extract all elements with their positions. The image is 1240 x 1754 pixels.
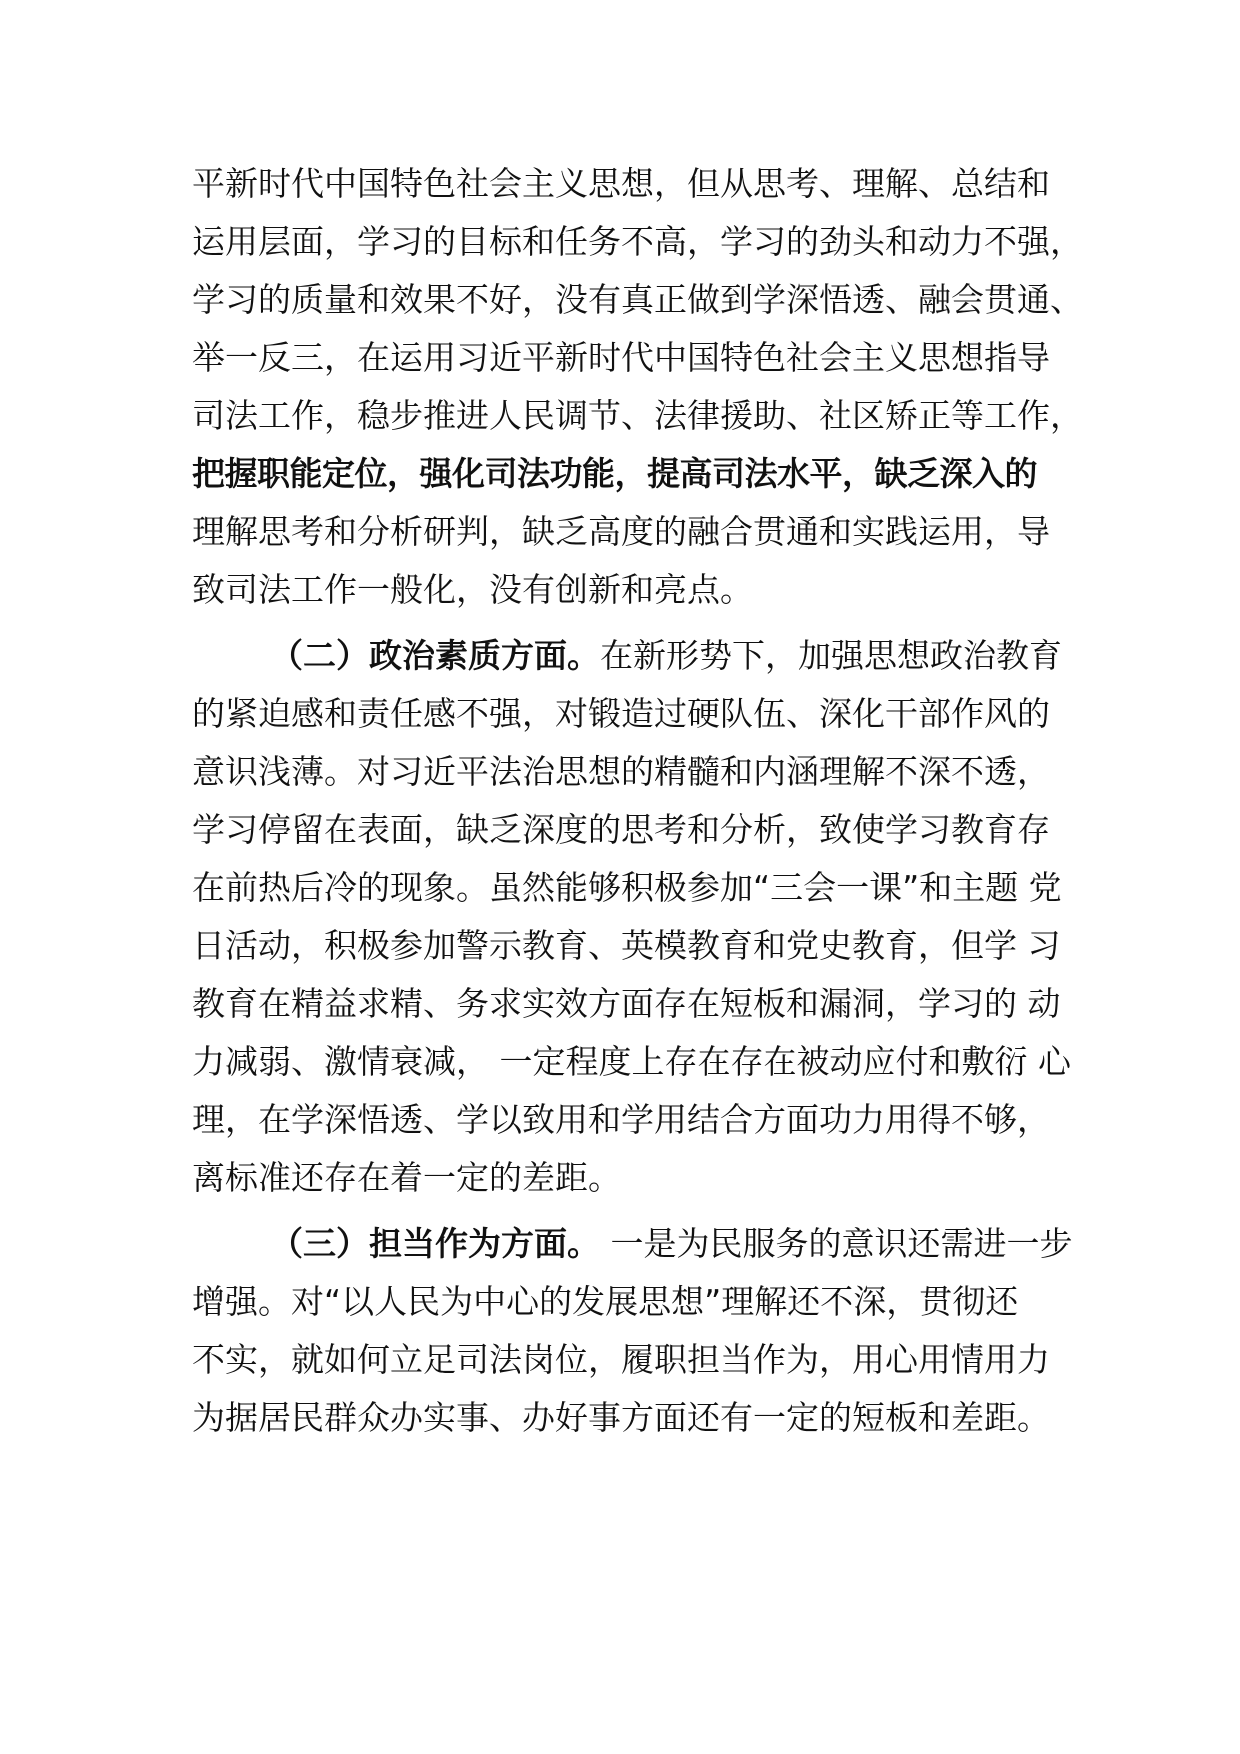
text-line: 理解思考和分析研判，缺乏高度的融合贯通和实践运用，导 bbox=[192, 512, 1050, 551]
text-line: 把握职能定位，强化司法功能，提高司法水平，缺乏深入的 bbox=[192, 454, 1037, 493]
paragraph-first-line bbox=[192, 1215, 1072, 1273]
text-run: 一是为民服务的意识还需进一步 bbox=[600, 1224, 1073, 1263]
text-line: 运用层面，学习的目标和任务不高，学习的劲头和动力不强， bbox=[192, 222, 1083, 261]
text-line: 不实，就如何立足司法岗位，履职担当作为，用心用情用力 bbox=[192, 1340, 1050, 1379]
text-line: 司法工作，稳步推进人民调节、法律援助、社区矫正等工作， bbox=[192, 396, 1083, 435]
document-body bbox=[192, 155, 1083, 1447]
text-line: 力减弱、激情衰减， 一定程度上存在存在被动应付和敷衍 心 bbox=[192, 1042, 1071, 1081]
paragraph-first-line bbox=[192, 627, 1072, 685]
text-line: 离标准还存在着一定的差距。 bbox=[192, 1158, 621, 1197]
text-run: 在新形势下，加强思想政治教育 bbox=[600, 636, 1062, 675]
text-line: 理，在学深悟透、学以致用和学用结合方面功力用得不够， bbox=[192, 1100, 1050, 1139]
paragraph-3 bbox=[192, 1215, 1072, 1447]
text-line: 举一反三，在运用习近平新时代中国特色社会主义思想指导 bbox=[192, 338, 1050, 377]
text-line: 致司法工作一般化，没有创新和亮点。 bbox=[192, 570, 753, 609]
text-line: 在前热后冷的现象。虽然能够积极参加“三会一课”和主题 党 bbox=[192, 868, 1062, 907]
text-line: 教育在精益求精、务求实效方面存在短板和漏洞，学习的 动 bbox=[192, 984, 1061, 1023]
text-line: 学习停留在表面，缺乏深度的思考和分析，致使学习教育存 bbox=[192, 810, 1050, 849]
text-line: 平新时代中国特色社会主义思想，但从思考、理解、总结和 bbox=[192, 164, 1050, 203]
paragraph-1 bbox=[192, 155, 1083, 619]
text-line: 日活动，积极参加警示教育、英模教育和党史教育，但学 习 bbox=[192, 926, 1061, 965]
text-line: 的紧迫感和责任感不强，对锻造过硬队伍、深化干部作风的 bbox=[192, 694, 1050, 733]
section-heading: （二）政治素质方面。 bbox=[270, 636, 600, 675]
text-line: 增强。对“以人民为中心的发展思想”理解还不深，贯彻还 bbox=[192, 1282, 1019, 1321]
text-line: 学习的质量和效果不好，没有真正做到学深悟透、融会贯通、 bbox=[192, 280, 1083, 319]
paragraph-2 bbox=[192, 627, 1072, 1207]
section-heading: （三）担当作为方面。 bbox=[270, 1224, 600, 1263]
text-line: 意识浅薄。对习近平法治思想的精髓和内涵理解不深不透， bbox=[192, 752, 1050, 791]
text-line: 为据居民群众办实事、办好事方面还有一定的短板和差距。 bbox=[192, 1398, 1050, 1437]
